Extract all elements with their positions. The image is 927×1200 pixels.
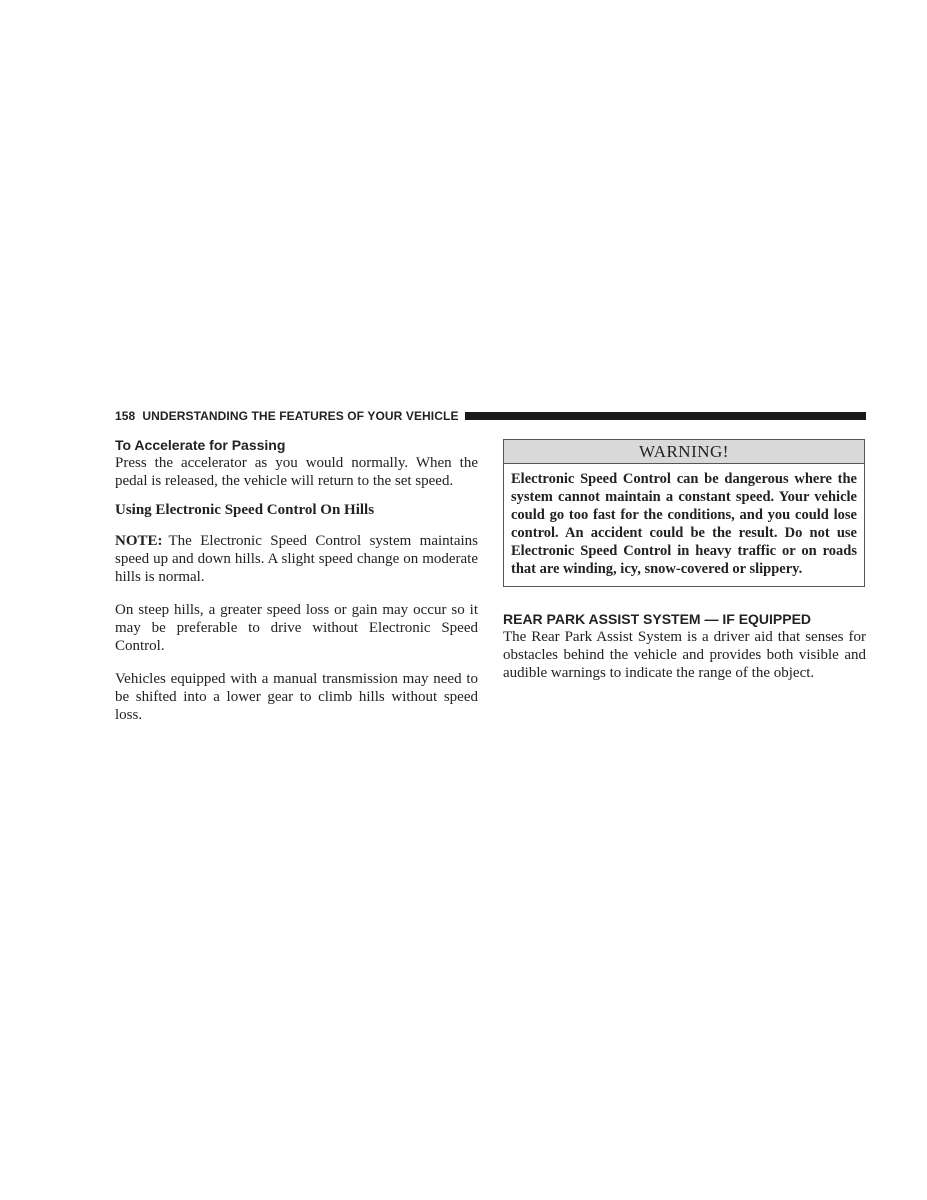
page-number: 158 xyxy=(115,409,136,423)
rear-park-paragraph: The Rear Park Assist System is a driver aid that senses for obstacles behind the vehicle and provides both visible and audible warnings to indicate the range of the object. xyxy=(503,629,866,681)
accelerate-heading: To Accelerate for Passing xyxy=(115,437,286,453)
note-text: The Electronic Speed Control system maintains speed up and down hills. A slight speed change on moderate hills is normal. xyxy=(115,533,478,585)
section-title: UNDERSTANDING THE FEATURES OF YOUR VEHICLE xyxy=(142,409,459,423)
rear-park-heading: REAR PARK ASSIST SYSTEM — IF EQUIPPED xyxy=(503,611,812,627)
header-rule xyxy=(465,412,866,420)
steep-hills-paragraph: On steep hills, a greater speed loss or gain may occur so it may be preferable to drive without Electronic Speed Control. xyxy=(115,602,478,654)
left-column xyxy=(115,436,478,724)
note-paragraph xyxy=(115,532,478,586)
manual-transmission-paragraph: Vehicles equipped with a manual transmission may need to be shifted into a lower gear to climb hills without speed loss. xyxy=(115,671,478,723)
warning-title: WARNING! xyxy=(504,440,864,464)
page-header xyxy=(115,409,866,423)
note-label: NOTE: xyxy=(115,533,163,549)
hills-heading: Using Electronic Speed Control On Hills xyxy=(115,502,375,518)
right-column xyxy=(503,439,866,682)
warning-text: Electronic Speed Control can be dangerous where the system cannot maintain a constant speed. Your vehicle could go too fast for the conditions, and you could lose control. An accident could be the result. Do not use Electronic Speed Control in heavy traffic or on roads that are winding, icy, snow-covered or slippery. xyxy=(511,471,857,577)
accelerate-paragraph: Press the accelerator as you would normally. When the pedal is released, the vehicle will return to the set speed. xyxy=(115,455,478,489)
warning-box xyxy=(503,439,865,587)
